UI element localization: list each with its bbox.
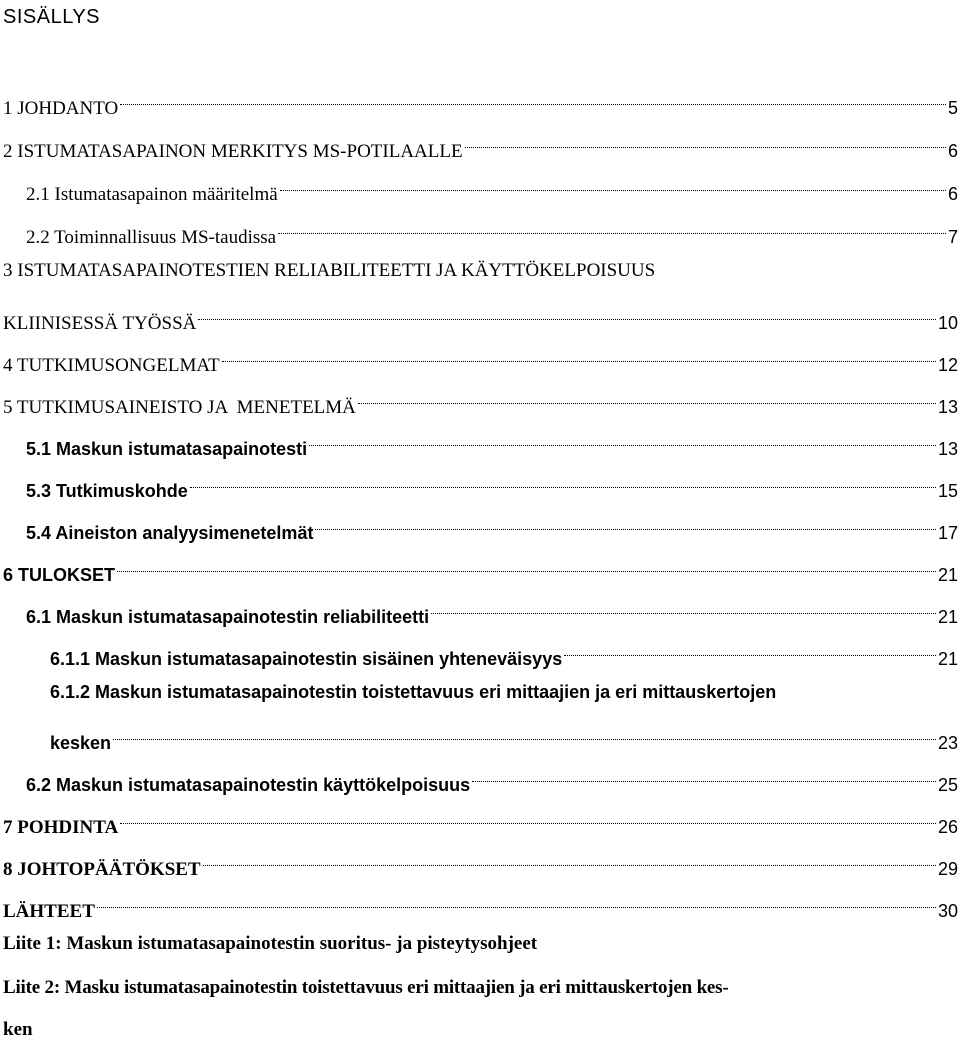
toc-page-number: 6 [947, 141, 958, 161]
toc-entry-title: 6.1.2 Maskun istumatasapainotestin toistettavuus eri mittaajien ja eri mittauskertojen [50, 682, 777, 702]
toc-entry-title: 5.1 Maskun istumatasapainotesti [26, 439, 308, 459]
toc-entry[interactable] [3, 929, 960, 959]
toc-entry[interactable] [26, 467, 960, 501]
toc-entry-title: LÄHTEET [3, 901, 95, 922]
toc-page-number: 6 [947, 184, 958, 204]
toc-dot-leader [358, 383, 936, 413]
toc-entry[interactable] [50, 635, 960, 669]
toc-entry-title: 3 ISTUMATASAPAINOTESTIEN RELIABILITEETTI JA KÄYTTÖKELPOISUUS [3, 260, 656, 281]
toc-page-number: 15 [937, 481, 958, 501]
toc-entry[interactable] [50, 719, 960, 753]
toc-entry-title: 7 POHDINTA [3, 817, 119, 838]
toc-entry-title: Liite 2: Masku istumatasapainotestin toistettavuus eri mittaajien ja eri mittauskertojen kes- [3, 977, 729, 998]
toc-page-number: 25 [937, 775, 958, 795]
toc-entry-title: 6 TULOKSET [3, 565, 116, 585]
toc-entry-title: 2.1 Istumatasapainon määritelmä [26, 184, 278, 205]
toc-dot-leader [203, 845, 936, 875]
toc-page-number: 10 [937, 313, 958, 333]
toc-dot-leader [465, 127, 946, 157]
toc-entry-title: 8 JOHTOPÄÄTÖKSET [3, 859, 201, 880]
toc-dot-leader [198, 299, 936, 329]
toc-entry-title: 2.2 Toiminnallisuus MS-taudissa [26, 227, 277, 248]
toc-entry[interactable] [26, 170, 960, 205]
toc-dot-leader [190, 467, 936, 497]
toc-entry[interactable] [3, 383, 960, 418]
toc-dot-leader [309, 425, 936, 455]
toc-entry[interactable] [50, 677, 960, 707]
toc-entry-title: 1 JOHDANTO [3, 98, 119, 119]
toc-page-number: 5 [947, 98, 958, 118]
toc-entry[interactable] [3, 845, 960, 880]
toc-entry[interactable] [3, 887, 960, 922]
toc-entry-title: 6.1 Maskun istumatasapainotestin reliabiliteetti [26, 607, 430, 627]
toc-entry[interactable] [3, 341, 960, 376]
toc-page-number: 26 [937, 817, 958, 837]
toc-entry[interactable] [3, 299, 960, 334]
toc-page-number: 17 [937, 523, 958, 543]
toc-entry-title: kesken [50, 733, 112, 753]
toc-dot-leader [280, 170, 946, 200]
toc-dot-leader [222, 341, 936, 371]
toc-page-number: 21 [937, 565, 958, 585]
toc-dot-leader [472, 761, 936, 791]
toc-entry[interactable] [3, 127, 960, 162]
toc-entry-title: 6.1.1 Maskun istumatasapainotestin sisäinen yhteneväisyys [50, 649, 563, 669]
toc-dot-leader [120, 84, 946, 114]
toc-page-number: 12 [937, 355, 958, 375]
toc-entry[interactable] [26, 509, 960, 543]
toc-entry[interactable] [26, 761, 960, 795]
toc-page-number: 13 [937, 439, 958, 459]
toc-entry-title: KLIINISESSÄ TYÖSSÄ [3, 313, 197, 334]
toc-page-number: 29 [937, 859, 958, 879]
toc-dot-leader [117, 551, 936, 581]
toc-entry[interactable] [26, 213, 960, 248]
toc-entry-title: 2 ISTUMATASAPAINON MERKITYS MS-POTILAALLE [3, 141, 463, 162]
toc-dot-leader [431, 593, 936, 623]
toc-dot-leader [315, 509, 936, 539]
toc-entry[interactable] [26, 425, 960, 459]
toc-dot-leader [564, 635, 936, 665]
toc-page-number: 23 [937, 733, 958, 753]
toc-entry-title: Liite 1: Maskun istumatasapainotestin suoritus- ja pisteytysohjeet [3, 933, 538, 954]
toc-dot-leader [278, 213, 946, 243]
toc-page-number: 30 [937, 901, 958, 921]
toc-entry[interactable] [3, 256, 960, 286]
toc-entry-title: 6.2 Maskun istumatasapainotestin käyttökelpoisuus [26, 775, 471, 795]
toc-entry-title: ken [3, 1019, 33, 1040]
toc-entry-title: 5.3 Tutkimuskohde [26, 481, 188, 501]
toc-entry-title: 5 TUTKIMUSAINEISTO JA MENETELMÄ [3, 397, 356, 418]
toc-dot-leader [113, 719, 936, 749]
toc-entry-title: 5.4 Aineiston analyysimenetelmät [26, 523, 314, 543]
toc-dot-leader [97, 887, 936, 917]
toc-entry[interactable] [3, 1015, 960, 1045]
toc-entry[interactable] [3, 551, 960, 585]
toc-entry[interactable] [3, 973, 960, 1003]
toc-dot-leader [120, 803, 936, 833]
toc-entry-title: 4 TUTKIMUSONGELMAT [3, 355, 220, 376]
toc-entry[interactable] [3, 84, 960, 119]
toc-entry[interactable] [26, 593, 960, 627]
toc-page-number: 7 [947, 227, 958, 247]
toc-page-number: 13 [937, 397, 958, 417]
toc-entry[interactable] [3, 803, 960, 838]
toc-page-number: 21 [937, 607, 958, 627]
toc-page-number: 21 [937, 649, 958, 669]
page-title: SISÄLLYS [3, 6, 101, 28]
